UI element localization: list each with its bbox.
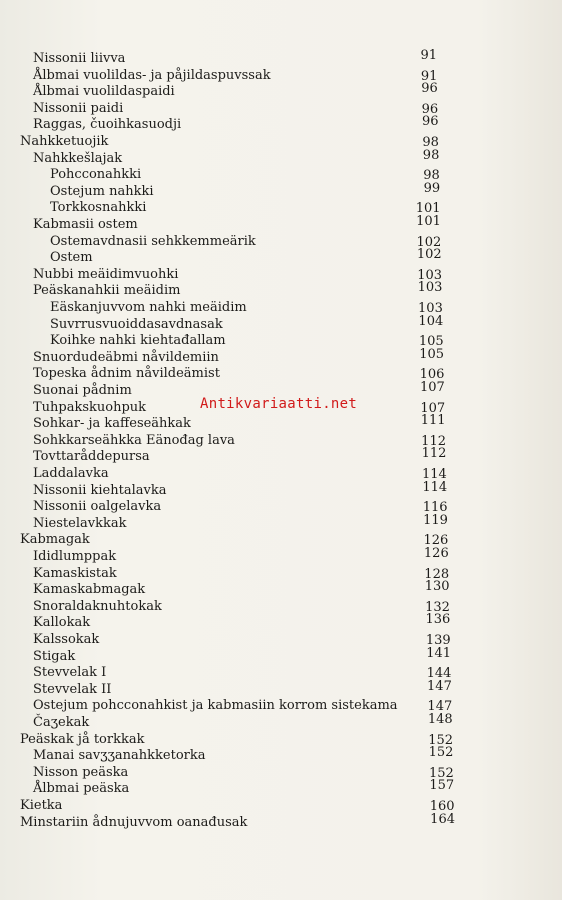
toc-entry	[0, 282, 562, 299]
toc-entry-title: Nahkkešlajak	[33, 150, 123, 166]
toc-entry-title: Raggas, čuoihkasuodji	[33, 117, 182, 133]
toc-entry-page-number: 96	[422, 114, 439, 130]
toc-entry-page-number: 148	[427, 712, 453, 727]
toc-entry-page-number: 147	[427, 699, 453, 715]
toc-entry-page-number: 103	[418, 301, 443, 316]
toc-entry-title: Niestelavkkak	[33, 515, 127, 531]
toc-entry-page-number: 105	[418, 334, 444, 350]
toc-entry-page-number: 157	[429, 778, 455, 794]
toc-entry-page-number: 132	[425, 599, 450, 615]
toc-entry-page-number: 107	[419, 380, 445, 395]
toc-entry-title: Nubbi meäidimvuohki	[33, 266, 179, 282]
toc-entry	[0, 678, 562, 698]
toc-entry-title: Manai savʒʒanahkketorka	[33, 748, 206, 764]
toc-entry	[0, 365, 562, 382]
toc-entry-title: Kamaskabmagak	[33, 582, 146, 598]
toc-entry-title: Kabmasii ostem	[33, 217, 138, 232]
toc-entry-page-number: 152	[428, 732, 454, 748]
toc-entry	[0, 498, 562, 515]
toc-entry-page-number: 98	[422, 147, 440, 163]
toc-entry	[0, 764, 562, 781]
toc-entry	[0, 448, 562, 465]
toc-entry-title: Kallokak	[33, 615, 91, 631]
toc-entry-title: Nissonii liivva	[33, 51, 126, 66]
toc-entry-page-number: 116	[422, 500, 448, 516]
toc-entry-title: Stevvelak II	[33, 681, 112, 697]
toc-entry-title: Laddalavka	[33, 466, 109, 481]
toc-entry-page-number: 96	[421, 81, 438, 97]
toc-entry-title: Ålbmai vuolildaspaidi	[33, 84, 175, 100]
toc-entry-page-number: 144	[426, 666, 452, 682]
toc-entry-page-number: 126	[423, 546, 449, 561]
toc-entry	[0, 216, 562, 233]
toc-entry	[0, 432, 562, 449]
toc-entry	[0, 415, 562, 432]
toc-entry	[0, 714, 562, 731]
toc-entry	[0, 548, 562, 565]
toc-entry-title: Koihke nahki kiehtađallam	[50, 333, 226, 349]
toc-entry-title: Ålbmai peäska	[33, 781, 130, 797]
toc-entry-title: Sohkar- ja kaffeseähkak	[33, 416, 191, 432]
toc-entry-title: Kamaskistak	[33, 565, 117, 581]
watermark: Antikvariaatti.net	[200, 396, 358, 412]
toc-entry	[0, 266, 562, 283]
toc-entry	[0, 731, 562, 748]
toc-entry-title: Ostejum pohcconahkist ja kabmasiin korrom sistekama	[33, 698, 398, 714]
toc-entry-page-number: 105	[419, 346, 445, 362]
toc-entry	[0, 313, 562, 333]
toc-entry-page-number: 111	[420, 413, 446, 429]
toc-entry-title: Nissonii kiehtalavka	[33, 482, 167, 498]
toc-entry	[0, 565, 562, 582]
toc-entry-page-number: 160	[429, 799, 455, 814]
toc-entry-title: Peäskanahkii meäidim	[33, 283, 181, 299]
toc-entry-page-number: 147	[427, 678, 452, 694]
toc-entry-page-number: 102	[416, 247, 442, 263]
toc-entry-title: Ostemavdnasii sehkkemmeärik	[50, 233, 256, 249]
toc-entry-page-number: 98	[423, 168, 440, 184]
toc-entry-title: Čaʒekak	[33, 715, 90, 730]
toc-entry-page-number: 114	[422, 479, 448, 495]
toc-entry	[0, 116, 562, 133]
toc-entry-page-number: 91	[420, 48, 437, 63]
toc-entry	[0, 780, 562, 797]
toc-entry	[0, 299, 562, 316]
toc-entry-page-number: 112	[421, 433, 446, 449]
toc-entry	[0, 581, 562, 598]
toc-entry	[0, 664, 562, 681]
toc-entry-page-number: 106	[419, 367, 445, 383]
toc-entry-page-number: 114	[421, 467, 447, 482]
toc-entry-title: Sohkkarseähkka Eänođag lava	[33, 432, 235, 448]
toc-entry-page-number: 103	[417, 267, 443, 283]
toc-entry-page-number: 96	[421, 101, 439, 117]
toc-entry	[0, 332, 562, 349]
toc-entry-page-number: 107	[420, 400, 446, 416]
toc-entry-title: Nisson peäska	[33, 764, 129, 780]
toc-entry-title: Tovttaråddepursa	[33, 449, 150, 465]
toc-entry-title: Snuordudeäbmi nåvildemiin	[33, 349, 219, 365]
toc-entry	[0, 67, 562, 84]
toc-entry	[0, 346, 562, 366]
toc-entry	[0, 697, 562, 714]
toc-entry	[0, 598, 562, 615]
toc-entry-page-number: 104	[418, 313, 444, 329]
toc-entry-title: Stevvelak I	[33, 665, 107, 681]
toc-entry	[0, 133, 562, 150]
toc-entry-title: Nissonii paidi	[33, 100, 124, 116]
toc-entry-title: Ididlumppak	[33, 549, 117, 564]
toc-entry	[0, 50, 562, 67]
toc-entry-title: Minstariin ådnujuvvom oanađusak	[20, 814, 248, 830]
toc-entry-page-number: 130	[424, 579, 450, 595]
toc-entry-title: Nahkketuojik	[20, 134, 109, 149]
toc-entry	[0, 747, 562, 764]
toc-entry	[0, 233, 562, 250]
toc-entry	[0, 512, 562, 532]
toc-entry-title: Ålbmai vuolildas- ja påjildaspuvssak	[33, 67, 271, 83]
toc-entry	[0, 83, 562, 100]
toc-entry-title: Kabmagak	[20, 532, 90, 548]
toc-entry-page-number: 101	[415, 201, 441, 217]
toc-entry-page-number: 102	[416, 234, 442, 250]
toc-entry-title: Nissonii oalgelavka	[33, 499, 162, 515]
toc-entry-title: Tuhpakskuohpuk	[33, 399, 147, 415]
toc-entry-title: Topeska ådnim nåvildeämist	[33, 366, 220, 382]
toc-entry	[0, 166, 562, 183]
toc-entry-page-number: 141	[426, 645, 452, 661]
toc-entry-title: Stigak	[33, 648, 76, 664]
toc-entry-title: Pohcconahkki	[50, 167, 142, 183]
toc-entry	[0, 147, 562, 167]
toc-entry	[0, 631, 562, 648]
toc-entry-page-number: 99	[423, 180, 441, 196]
toc-entry-page-number: 112	[421, 446, 447, 462]
toc-entry	[0, 199, 562, 216]
toc-entry-page-number: 164	[430, 811, 455, 827]
toc-entry-page-number: 119	[423, 512, 448, 528]
toc-entry-title: Kietka	[20, 798, 63, 813]
toc-entry	[0, 811, 562, 831]
toc-entry-title: Suvrrusvuoiddasavdnasak	[50, 316, 223, 332]
toc-entry-title: Kalssokak	[33, 632, 100, 647]
toc-entry-page-number: 139	[425, 633, 451, 648]
toc-entry	[0, 249, 562, 266]
toc-entry	[0, 180, 562, 200]
toc-entry-page-number: 101	[416, 214, 441, 229]
toc-entry-title: Peäskak jå torkkak	[20, 731, 145, 747]
toc-entry-page-number: 103	[417, 280, 443, 296]
toc-entry	[0, 614, 562, 631]
toc-entry-title: Ostejum nahkki	[50, 183, 154, 199]
toc-entry-title: Ostem	[50, 250, 93, 266]
toc-entry-page-number: 98	[422, 135, 439, 150]
toc-entry	[0, 479, 562, 499]
toc-entry	[0, 531, 562, 548]
toc-entry-page-number: 152	[428, 745, 454, 761]
toc-entry	[0, 797, 562, 814]
toc-entry-title: Suonai pådnim	[33, 383, 132, 398]
toc-entry	[0, 465, 562, 482]
toc-entry-page-number: 136	[425, 612, 451, 628]
toc-entry	[0, 100, 562, 117]
toc-entry-page-number: 126	[423, 533, 449, 549]
toc-entry-page-number: 152	[428, 765, 454, 781]
toc-entry-page-number: 128	[424, 566, 450, 582]
toc-entry-title: Eäskanjuvvom nahki meäidim	[50, 300, 247, 315]
toc-entry-title: Snoraldaknuhtokak	[33, 598, 162, 614]
toc-entry-title: Torkkosnahkki	[50, 200, 147, 216]
toc-entry	[0, 645, 562, 665]
toc-entry-page-number: 91	[420, 68, 438, 84]
